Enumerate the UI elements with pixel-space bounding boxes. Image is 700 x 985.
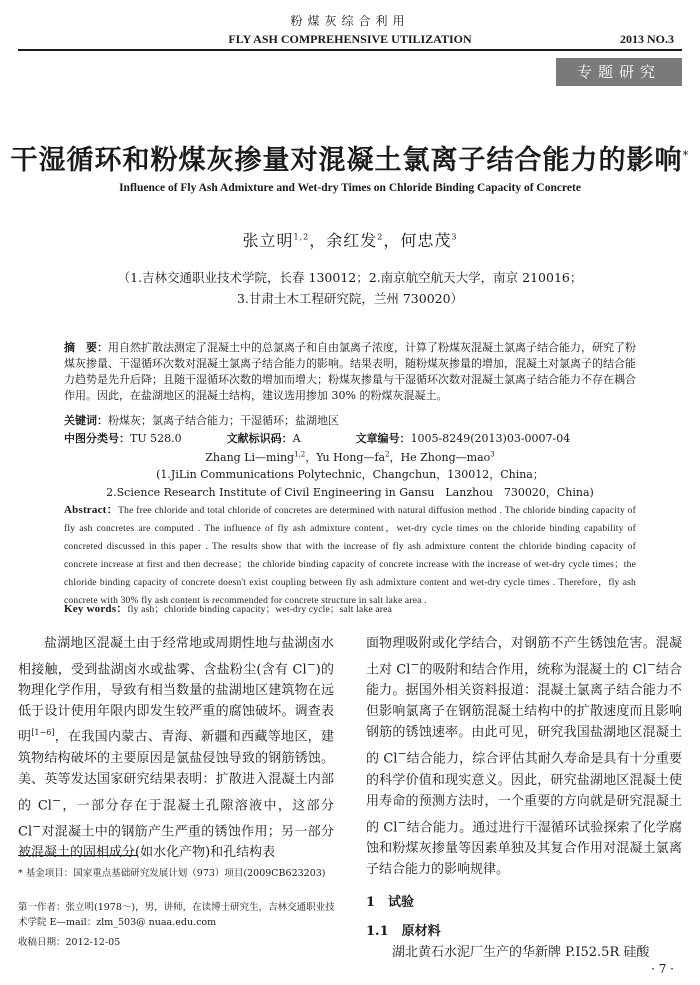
footnote-author: 第一作者：张立明(1978～)，男，讲师，在读博士研究生，吉林交通职业技术学院 E—mail：zlm_503@ nuaa.edu.com xyxy=(18,902,335,928)
author-en-2-affil: 2 xyxy=(385,450,390,459)
keywords-en-label: Key words： xyxy=(64,603,128,615)
superscript: − xyxy=(32,819,42,833)
clc-label: 中图分类号： xyxy=(64,432,130,445)
subsection-heading xyxy=(366,921,682,942)
superscript: − xyxy=(410,658,420,671)
author-2-affil: 2 xyxy=(377,232,384,242)
author-list xyxy=(0,228,700,251)
keywords-en xyxy=(64,600,636,619)
author-en-3: He Zhong—mao xyxy=(400,451,491,464)
body-text: 的吸附和结合作用，统称为混凝土的 Cl xyxy=(419,662,647,678)
author-en-1: Zhang Li—ming xyxy=(205,451,295,464)
affiliation-line-1: （1.吉林交通职业技术学院，长春 130012；2.南京航空航天大学，南京 210016； xyxy=(117,270,583,285)
superscript: − xyxy=(646,658,656,671)
author-sep: ， xyxy=(383,231,401,250)
paper-title xyxy=(0,138,700,177)
body-text: ，一部分存在于混凝土孔隙溶液中，这部分 Cl xyxy=(18,797,334,840)
body-text: )的物理化学作用，导致有相当数量的盐湖地区建筑物在远低于设计使用年限内即发生较严重的腐蚀破坏。调查表明 xyxy=(18,662,335,745)
journal-name-en: FLY ASH COMPREHENSIVE UTILIZATION xyxy=(228,32,472,46)
body-column-right xyxy=(366,633,682,963)
affiliation-en-line-1: (1.JiLin Communications Polytechnic，Changchun，130012，China； xyxy=(156,468,544,481)
paper-title-text: 干湿循环和粉煤灰掺量对混凝土氯离子结合能力的影响 xyxy=(10,145,683,176)
author-list-en xyxy=(0,449,700,465)
author-sep: ， xyxy=(389,451,401,464)
clc-value: TU 528.0 xyxy=(130,432,182,445)
body-column-left xyxy=(18,633,334,863)
abstract-en-label: Abstract： xyxy=(64,504,119,516)
body-paragraph xyxy=(18,633,334,863)
abstract-cn-text: 用自然扩散法测定了混凝土中的总氯离子和自由氯离子浓度，计算了粉煤灰混凝土氯离子结合能力，研究了粉煤灰掺量、干湿循环次数对混凝土氯离子结合能力的影响。结果表明，随粉煤灰掺量的增加，混凝土对氯离子的结合能力趋势是先升后降；且随干湿循环次数的增加而增大；粉煤灰掺量与干湿循环次数对混凝土氯离子结合能力不存在耦合作用。因此，在盐湖地区的混凝土结构，建议选用掺加 30% 的粉煤灰混凝土。 xyxy=(64,341,636,402)
author-3: 何忠茂 xyxy=(400,231,452,250)
body-paragraph: 湖北黄石水泥厂生产的华新牌 P.Ⅰ52.5R 硅酸 xyxy=(392,944,650,960)
subsection-title: 1.1 原材料 xyxy=(366,923,441,939)
keywords-cn-label: 关键词： xyxy=(64,414,108,427)
body-text: 盐湖地区混凝土由于经常地或周期性地与盐湖卤水相接触，受到盐湖卤水或盐雾、含盐粉尘(含有 Cl xyxy=(18,636,334,678)
header-rule xyxy=(18,49,682,51)
section-badge: 专题研究 xyxy=(556,58,682,86)
superscript: − xyxy=(397,815,407,829)
doc-code-label: 文献标识码： xyxy=(226,432,293,445)
body-text: ，在我国内蒙古、青海、新疆和西藏等地区，建筑物结构破坏的主要原因是氯盐侵蚀导致的钢筋锈蚀。美、英等发达国家研究结果表明：扩散进入混凝土内部的 Cl xyxy=(18,729,334,813)
keywords-cn xyxy=(64,412,339,428)
keywords-en-text: fly ash；chloride binding capacity；wet-dry cycle；salt lake area xyxy=(127,605,392,615)
footnote-rule xyxy=(18,855,138,856)
footnote-fund: * 基金项目：国家重点基础研究发展计划（973）项目(2009CB623203) xyxy=(18,868,326,879)
author-1-affil: 1,2 xyxy=(293,232,310,242)
classification-line xyxy=(64,430,570,446)
body-text: 结合能力，综合评估其耐久寿命是具有十分重要的科学价值和现实意义。因此，研究盐湖地区混凝土使用寿命的预测方法时，一个重要的方向就是研究混凝土的 Cl xyxy=(366,751,682,835)
author-en-1-affil: 1,2 xyxy=(294,450,306,459)
body-text: 结合能力。通过进行干湿循环试验探索了化学腐蚀和粉煤灰掺量等因素单独及其复合作用对混凝土氯离子结合能力的影响规律。 xyxy=(366,819,682,877)
issue-number: 2013 NO.3 xyxy=(620,32,674,46)
doc-code-value: A xyxy=(292,432,301,445)
author-en-3-affil: 3 xyxy=(490,450,495,459)
body-text: 面物理吸附或化学结合，对钢筋不产生锈蚀危害。混凝土对 Cl xyxy=(366,636,682,678)
body-text: 结合能力。据国外相关资料报道：混凝土氯离子结合能力不但影响氯离子在钢筋混凝土结构中的扩散速度而且影响钢筋的锈蚀速率。由此可见，研究我国盐湖地区混凝土的 Cl xyxy=(366,662,682,767)
superscript: − xyxy=(397,747,407,761)
abstract-en-text: The free chloride and total chloride of concretes are determined with natural diffusion method . The chloride binding capacity of fly ash concretes are computed . The influence of fly ash admixture content，wet-dry cycle times on the chloride binding capability of concreted discussed in this paper . The results show that with the increase of fly ash admixture content the chloride binding capacity of concrete increase at first and then decrease；the chloride binding capacity of concrete increase with the increase of wet-dry cycle times；the chloride binding capacity of concrete doesn't exist coupling between fly ash admixture content and wet-dry cycle times . Therefore，fly ash concrete with 30% fly ash content is recommended for concrete structure in salt lake area . xyxy=(64,506,636,606)
citation-ref: [1−6] xyxy=(31,728,55,738)
abstract-cn-label: 摘 要： xyxy=(64,341,108,354)
author-1: 张立明 xyxy=(242,231,294,250)
affiliation-line-2: 3.甘肃土木工程研究院，兰州 730020） xyxy=(236,291,464,306)
footnote-date: 收稿日期：2012-12-05 xyxy=(18,937,121,948)
keywords-cn-text: 粉煤灰；氯离子结合能力；干湿循环；盐湖地区 xyxy=(108,414,339,427)
page-number: · 7 · xyxy=(651,962,674,976)
article-no-value: 1005-8249(2013)03-0007-04 xyxy=(410,432,571,445)
journal-name-cn: 粉煤灰综合利用 xyxy=(290,14,410,28)
paper-title-en: Influence of Fly Ash Admixture and Wet-dry Times on Chloride Binding Capacity of Concrete xyxy=(119,182,581,194)
article-no-label: 文章编号： xyxy=(355,432,411,445)
superscript: − xyxy=(51,793,62,807)
body-paragraph xyxy=(366,633,682,880)
abstract-cn xyxy=(64,340,636,404)
affiliation-en-line-2: 2.Science Research Institute of Civil Engineering in Gansu Lanzhou 730020，China) xyxy=(106,486,594,499)
section-heading: 1 试验 xyxy=(366,894,415,910)
author-2: 余红发 xyxy=(326,231,378,250)
author-3-affil: 3 xyxy=(451,232,458,242)
author-sep: ， xyxy=(309,231,327,250)
title-footnote-mark: * xyxy=(682,148,690,162)
author-sep: ， xyxy=(305,451,317,464)
author-en-2: Yu Hong—fa xyxy=(316,451,386,464)
superscript: − xyxy=(306,658,316,671)
abstract-en xyxy=(64,501,636,610)
body-text: 对混凝土中的钢筋产生严重的锈蚀作用；另一部分被混凝土的固相成分(如水化产物)和孔结构表 xyxy=(18,824,334,861)
